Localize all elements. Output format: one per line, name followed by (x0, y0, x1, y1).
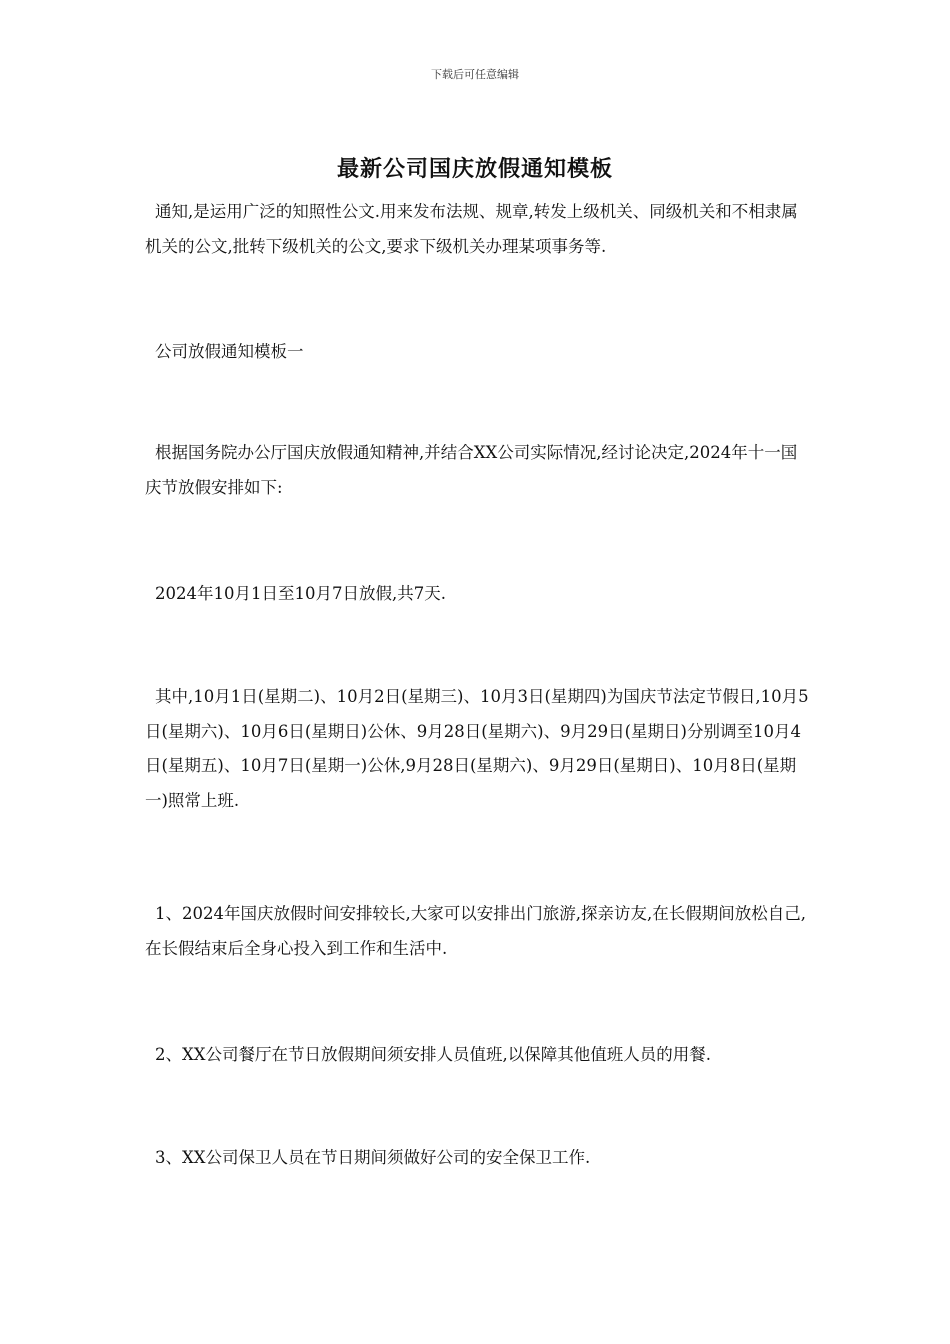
list-item-3: 3、XX公司保卫人员在节日期间须做好公司的安全保卫工作. (155, 1148, 591, 1167)
list-item-1: 1、2024年国庆放假时间安排较长,大家可以安排出门旅游,探亲访友,在长假期间放松自己,在长假结束后全身心投入到工作和生活中. (145, 904, 806, 958)
list-item-2: 2、XX公司餐厅在节日放假期间须安排人员值班,以保障其他值班人员的用餐. (155, 1045, 711, 1064)
template-heading: 公司放假通知模板一 (155, 342, 304, 361)
detail-paragraph: 其中,10月1日(星期二)、10月2日(星期三)、10月3日(星期四)为国庆节法定节假日,10月5日(星期六)、10月6日(星期日)公休、9月28日(星期六)、9月29日(星期日)分别调至10月4日(星期五)、10月7日(星期一)公休,9月28日(星期六)、9月29日(星期日)、10月8日(星期一)照常上班. (145, 687, 809, 810)
dates-paragraph: 2024年10月1日至10月7日放假,共7天. (155, 584, 446, 603)
decision-paragraph: 根据国务院办公厅国庆放假通知精神,并结合XX公司实际情况,经讨论决定,2024年十一国庆节放假安排如下: (145, 443, 798, 497)
document-title: 最新公司国庆放假通知模板 (336, 157, 613, 182)
header-note: 下载后可任意编辑 (431, 68, 519, 81)
intro-paragraph: 通知,是运用广泛的知照性公文.用来发布法规、规章,转发上级机关、同级机关和不相隶属机关的公文,批转下级机关的公文,要求下级机关办理某项事务等. (145, 202, 798, 256)
